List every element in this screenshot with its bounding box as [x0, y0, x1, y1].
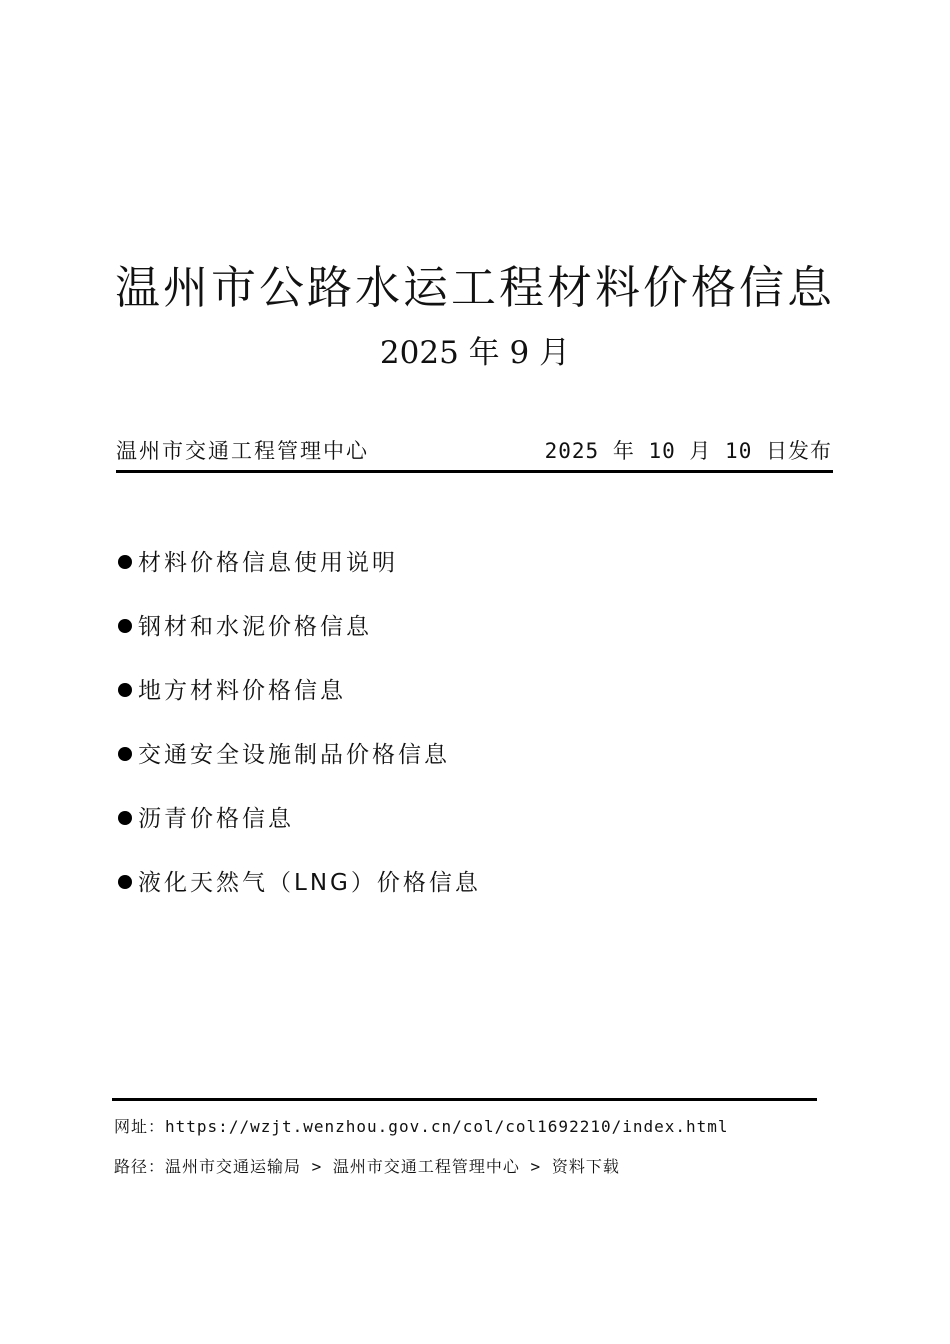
contents-item — [118, 736, 481, 800]
bullet-icon — [118, 619, 132, 633]
bullet-icon — [118, 875, 132, 889]
footer-path-line — [114, 1154, 620, 1180]
contents-item — [118, 672, 481, 736]
contents-item-label: 材料价格信息使用说明 — [138, 550, 398, 576]
contents-item-label: 钢材和水泥价格信息 — [138, 614, 372, 640]
website-link[interactable]: https://wzjt.wenzhou.gov.cn/col/col1692210/index.html — [165, 1117, 729, 1136]
contents-item — [118, 864, 481, 928]
contents-item — [118, 544, 481, 608]
bullet-icon — [118, 747, 132, 761]
url-label: 网址： — [114, 1117, 166, 1136]
header-divider — [116, 470, 833, 473]
contents-item-label: 地方材料价格信息 — [138, 678, 346, 704]
contents-list — [118, 544, 481, 928]
contents-item — [118, 800, 481, 864]
publisher-name: 温州市交通工程管理中心 — [116, 439, 369, 463]
document-title: 温州市公路水运工程材料价格信息 — [114, 261, 835, 314]
release-date: 2025 年 10 月 10 日发布 — [544, 439, 832, 463]
contents-item — [118, 608, 481, 672]
bullet-icon — [118, 811, 132, 825]
bullet-icon — [118, 683, 132, 697]
path-label: 路径： — [114, 1157, 166, 1176]
publication-info — [116, 434, 832, 468]
footer-url-line — [114, 1114, 729, 1140]
bullet-icon — [118, 555, 132, 569]
document-issue: 2025 年 9 月 — [379, 335, 571, 371]
contents-item-label: 液化天然气（LNG）价格信息 — [138, 870, 481, 896]
contents-item-label: 交通安全设施制品价格信息 — [138, 742, 450, 768]
footer-divider — [112, 1098, 817, 1101]
navigation-path: 温州市交通运输局 > 温州市交通工程管理中心 > 资料下载 — [165, 1157, 620, 1176]
contents-item-label: 沥青价格信息 — [138, 806, 294, 832]
